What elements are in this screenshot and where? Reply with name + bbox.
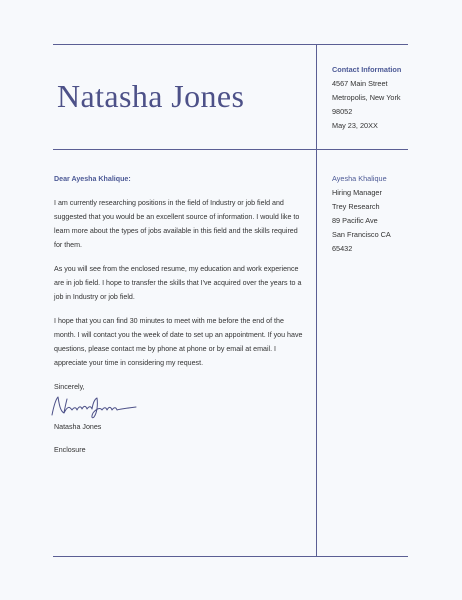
body-paragraph: I am currently researching positions in the field of Industry or job field and suggested that you would be an excellent source of information. I would like to learn more about the types of jobs available in this field and the skills required for them. bbox=[54, 199, 300, 249]
top-rule bbox=[53, 44, 408, 45]
salutation: Dear Ayesha Khalique: bbox=[54, 175, 131, 183]
enclosure-note: Enclosure bbox=[54, 446, 86, 454]
recipient-name: Ayesha Khalique bbox=[332, 174, 387, 183]
recipient-company: Trey Research bbox=[332, 202, 380, 211]
bottom-rule bbox=[53, 556, 408, 557]
recipient-title: Hiring Manager bbox=[332, 188, 382, 197]
recipient-street: 89 Pacific Ave bbox=[332, 216, 378, 225]
contact-heading: Contact Information bbox=[332, 65, 402, 74]
letter-date: May 23, 20XX bbox=[332, 121, 378, 130]
signature-image bbox=[50, 393, 140, 421]
letter-body bbox=[54, 172, 305, 400]
sender-contact-block bbox=[332, 63, 432, 133]
closing: Sincerely, bbox=[54, 383, 85, 391]
body-paragraph: I hope that you can find 30 minutes to meet with me before the end of the month. I will contact you the week of date to set up an appointment. If you have questions, please contact me by phone at phone or by email at email. I appreciate your time in considering my request. bbox=[54, 317, 303, 367]
author-name: Natasha Jones bbox=[57, 78, 245, 114]
header-divider-rule bbox=[53, 149, 408, 150]
sender-street: 4567 Main Street bbox=[332, 79, 388, 88]
signer-name: Natasha Jones bbox=[54, 423, 102, 431]
sender-zip: 98052 bbox=[332, 107, 353, 116]
recipient-city: San Francisco CA bbox=[332, 230, 391, 239]
sender-city: Metropolis, New York bbox=[332, 93, 401, 102]
body-paragraph: As you will see from the enclosed resume, my education and work experience are in job field. I hope to transfer the skills that I've acquired over the years to a job in Industry or job field. bbox=[54, 265, 302, 301]
recipient-zip: 65432 bbox=[332, 244, 353, 253]
recipient-block bbox=[332, 172, 432, 256]
column-divider bbox=[316, 44, 317, 557]
